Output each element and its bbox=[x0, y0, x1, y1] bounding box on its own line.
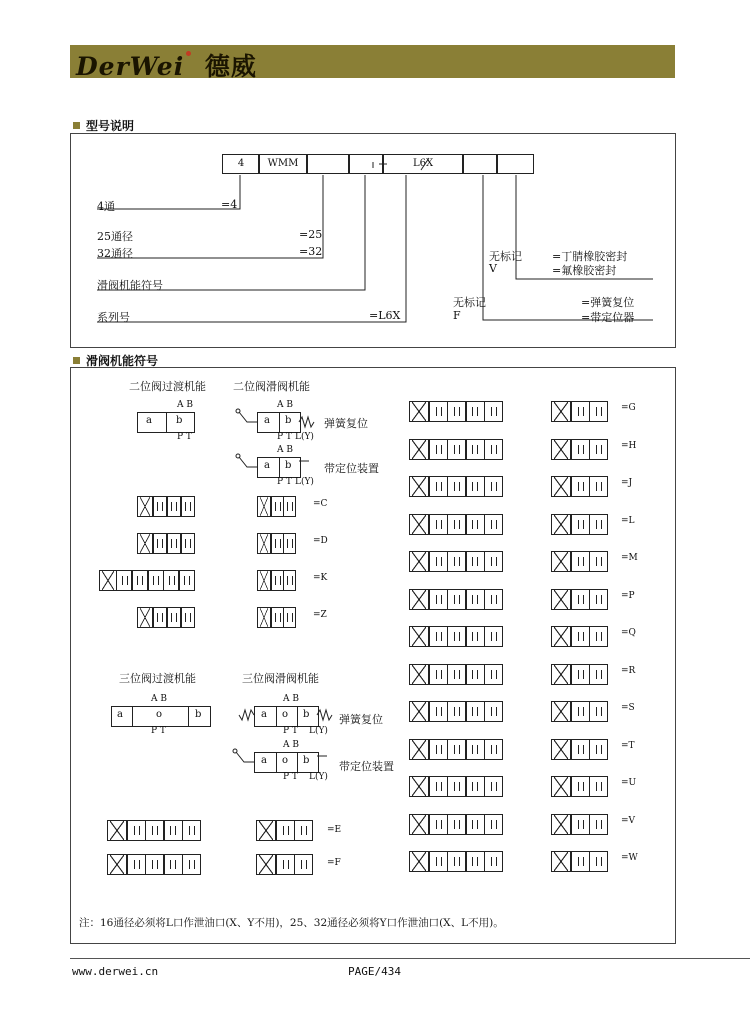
spool-symbol-frame bbox=[70, 367, 676, 944]
code-v: =V bbox=[621, 815, 636, 826]
logo-dot-icon bbox=[186, 51, 191, 56]
detent-value-0: =弹簧复位 bbox=[581, 296, 635, 309]
section-marker-icon bbox=[73, 122, 80, 129]
row-label-size25: 25通径 bbox=[97, 230, 133, 243]
port-l-label: L(Y) bbox=[309, 726, 328, 736]
trans-symbol-s bbox=[409, 701, 503, 722]
trans-symbol-t bbox=[409, 739, 503, 760]
spool-symbol-g bbox=[551, 401, 608, 422]
row-value-series: =L6X bbox=[369, 309, 401, 322]
section-marker-icon bbox=[73, 357, 80, 364]
row-label-size32: 32通径 bbox=[97, 247, 133, 260]
row-value-4way: =4 bbox=[221, 198, 238, 211]
port-ab-label: A B bbox=[277, 445, 293, 455]
code-r: =R bbox=[621, 665, 636, 676]
trans-symbol-l bbox=[409, 514, 503, 535]
pos-o-label: o bbox=[156, 709, 163, 720]
brand-logo bbox=[76, 47, 257, 83]
spring-return-label-2pos: 弹簧复位 bbox=[324, 417, 368, 430]
model-section-heading bbox=[73, 117, 134, 134]
pos-b-label: b bbox=[303, 709, 310, 720]
trans-symbol-0 bbox=[137, 496, 195, 517]
port-pt-label: P T bbox=[277, 432, 292, 442]
spool-section-title: 滑阀机能符号 bbox=[86, 354, 159, 368]
port-ab-label: A B bbox=[177, 400, 193, 410]
port-pt-label: P T bbox=[283, 726, 298, 736]
code-m: =M bbox=[621, 553, 638, 563]
spool-symbol-0 bbox=[257, 496, 296, 517]
model-section-title: 型号说明 bbox=[86, 119, 135, 133]
pos-a-label: a bbox=[146, 415, 152, 426]
trans-symbol-w bbox=[409, 851, 503, 872]
spool-symbol-u bbox=[551, 776, 608, 797]
trans-symbol-3 bbox=[137, 607, 195, 628]
logo-cn: 德威 bbox=[204, 52, 257, 81]
header-banner bbox=[70, 45, 675, 81]
three-pos-spool-heading: 三位阀滑阀机能 bbox=[242, 672, 319, 685]
footnote: 注：16通径必须将L口作泄油口(X、Y不用)，25、32通径必须将Y口作泄油口(X、L不用)。 bbox=[79, 917, 504, 929]
port-l-label: L(Y) bbox=[295, 477, 314, 487]
code-p: =P bbox=[621, 590, 635, 601]
row-value-size25: =25 bbox=[299, 228, 323, 241]
code-s: =S bbox=[621, 703, 635, 713]
trans-symbol-e bbox=[107, 820, 201, 841]
code-q: =Q bbox=[621, 628, 636, 638]
pos-o-label: o bbox=[282, 755, 289, 766]
spool-symbol-s bbox=[551, 701, 608, 722]
trans-symbol-h bbox=[409, 439, 503, 460]
pos-a-label: a bbox=[117, 709, 123, 720]
seal-label-1: V bbox=[489, 262, 497, 275]
port-pt-label: P T bbox=[283, 772, 298, 782]
trans-symbol-f bbox=[107, 854, 201, 875]
seal-label-0: 无标记 bbox=[489, 250, 522, 263]
port-ab-label: A B bbox=[277, 400, 293, 410]
pos-a-label: a bbox=[264, 460, 270, 471]
code-z: =Z bbox=[313, 610, 327, 620]
code-d: =D bbox=[313, 536, 328, 546]
code-e: =E bbox=[327, 825, 342, 835]
spool-symbol-t bbox=[551, 739, 608, 760]
trans-symbol-m bbox=[409, 551, 503, 572]
detent-label-1: F bbox=[453, 309, 461, 322]
footer-page: PAGE/434 bbox=[348, 965, 401, 978]
seal-value-1: =氟橡胶密封 bbox=[552, 264, 617, 277]
port-l-label: L(Y) bbox=[295, 432, 314, 442]
trans-symbol-2 bbox=[99, 570, 195, 591]
code-cell-ports: 4 bbox=[222, 154, 260, 174]
footer-divider bbox=[70, 958, 750, 959]
spool-symbol-j bbox=[551, 476, 608, 497]
code-l: =L bbox=[621, 515, 635, 526]
footer-website: www.derwei.cn bbox=[72, 965, 159, 978]
pos-a-label: a bbox=[264, 415, 270, 426]
spool-symbol-e bbox=[256, 820, 313, 841]
spool-symbol-r bbox=[551, 664, 608, 685]
spool-symbol-2 bbox=[257, 570, 296, 591]
port-ab-label: A B bbox=[151, 694, 167, 704]
trans-symbol-u bbox=[409, 776, 503, 797]
row-label-spool: 滑阀机能符号 bbox=[97, 279, 163, 292]
pos-o-label: o bbox=[282, 709, 289, 720]
code-h: =H bbox=[621, 440, 637, 451]
code-k: =K bbox=[313, 573, 328, 583]
pos-b-label: b bbox=[176, 415, 183, 426]
port-pt-label: P T bbox=[177, 432, 192, 442]
pos-b-label: b bbox=[195, 709, 202, 720]
seal-value-0: =丁腈橡胶密封 bbox=[552, 250, 628, 263]
trans-symbol-r bbox=[409, 664, 503, 685]
spool-symbol-q bbox=[551, 626, 608, 647]
pos-b-label: b bbox=[303, 755, 310, 766]
row-label-series: 系列号 bbox=[97, 311, 130, 324]
code-w: =W bbox=[621, 853, 638, 863]
port-pt-label: P T bbox=[151, 726, 166, 736]
port-l-label: L(Y) bbox=[309, 772, 328, 782]
spool-symbol-l bbox=[551, 514, 608, 535]
code-f: =F bbox=[327, 858, 341, 868]
code-t: =T bbox=[621, 740, 635, 751]
detent-label-0: 无标记 bbox=[453, 296, 486, 309]
detent-value-1: =带定位器 bbox=[581, 311, 635, 324]
row-label-4way: 4通 bbox=[97, 200, 115, 213]
trans-symbol-q bbox=[409, 626, 503, 647]
code-c: =C bbox=[313, 499, 328, 509]
three-pos-trans-heading: 三位阀过渡机能 bbox=[119, 672, 196, 685]
spool-symbol-w bbox=[551, 851, 608, 872]
code-u: =U bbox=[621, 778, 637, 788]
trans-symbol-p bbox=[409, 589, 503, 610]
detent-label-3pos: 带定位装置 bbox=[339, 760, 394, 773]
model-code-frame bbox=[70, 133, 676, 348]
pos-b-label: b bbox=[285, 415, 292, 426]
row-value-size32: =32 bbox=[299, 245, 323, 258]
pos-a-label: a bbox=[261, 755, 267, 766]
port-pt-label: P T bbox=[277, 477, 292, 487]
trans-symbol-g bbox=[409, 401, 503, 422]
spring-return-label-3pos: 弹簧复位 bbox=[339, 713, 383, 726]
spool-symbol-m bbox=[551, 551, 608, 572]
spool-symbol-v bbox=[551, 814, 608, 835]
spool-symbol-p bbox=[551, 589, 608, 610]
spool-symbol-1 bbox=[257, 533, 296, 554]
pos-a-label: a bbox=[261, 709, 267, 720]
port-ab-label: A B bbox=[283, 694, 299, 704]
two-pos-spool-heading: 二位阀滑阀机能 bbox=[233, 380, 310, 393]
code-g: =G bbox=[621, 403, 636, 413]
port-ab-label: A B bbox=[283, 740, 299, 750]
pos-b-label: b bbox=[285, 460, 292, 471]
code-cell-series: L6X bbox=[382, 154, 464, 174]
spool-symbol-3 bbox=[257, 607, 296, 628]
detent-label-2pos: 带定位装置 bbox=[324, 462, 379, 475]
trans-symbol-v bbox=[409, 814, 503, 835]
trans-symbol-1 bbox=[137, 533, 195, 554]
code-j: =J bbox=[621, 478, 633, 488]
two-pos-trans-heading: 二位阀过渡机能 bbox=[129, 380, 206, 393]
spool-symbol-h bbox=[551, 439, 608, 460]
logo-latin: DerWei bbox=[76, 52, 185, 81]
spool-symbol-f bbox=[256, 854, 313, 875]
trans-symbol-j bbox=[409, 476, 503, 497]
code-cell-type: WMM bbox=[258, 154, 308, 174]
